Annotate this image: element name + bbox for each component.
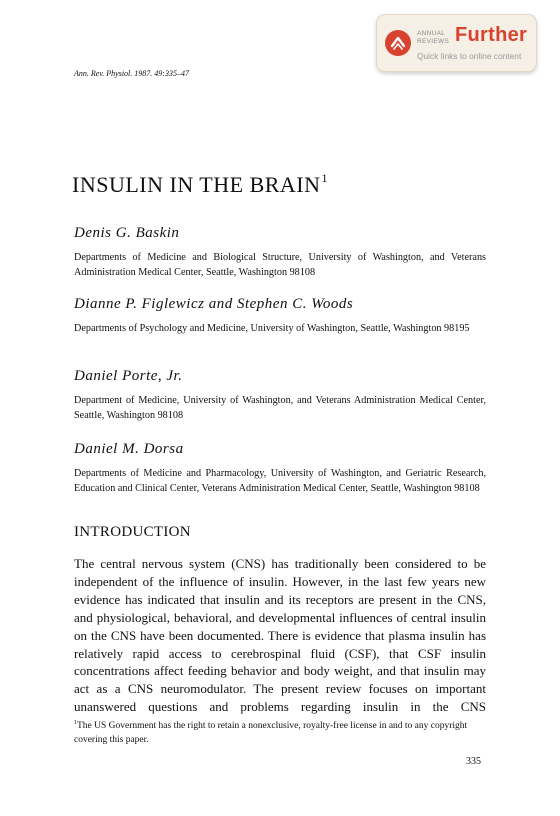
author-name: Denis G. Baskin	[74, 225, 180, 241]
journal-citation: Ann. Rev. Physiol. 1987. 49:335–47	[74, 69, 189, 78]
badge-further-label: Further	[455, 24, 528, 46]
title-footnote-mark[interactable]: 1	[321, 171, 329, 185]
author-affiliation: Departments of Medicine and Biological Structure, University of Washington, and Veterans Administration Medical Center, Seattle, Washington 98108	[74, 252, 486, 278]
badge-annual-label: ANNUAL	[417, 30, 446, 37]
article-title-text: INSULIN IN THE BRAIN	[72, 172, 321, 197]
author-name: Daniel Porte, Jr.	[74, 368, 183, 384]
introduction-paragraph: The central nervous system (CNS) has traditionally been considered to be independent of the influence of insulin. However, in the last few years new evidence has indicated that insulin and its receptors are present in the CNS, and physiological, behavioral, and developmental influences of central insulin on the CNS have been documented. There is evidence that plasma insulin has relatively rapid access to cerebrospinal fluid (CSF), that CSF insulin concentrations affect feeding behavior and body weight, and that insulin may act as a CNS neuromodulator. The present review focuses on important unanswered questions and problems regarding insulin in the CNS	[74, 556, 486, 715]
author-affiliation: Department of Medicine, University of Washington, and Veterans Administration Medical Center, Seattle, Washington 98108	[74, 395, 486, 421]
annual-reviews-logo-icon	[385, 30, 411, 56]
footnote-mark: 1	[74, 720, 77, 726]
page-number: 335	[466, 756, 481, 767]
author-name: Dianne P. Figlewicz and Stephen C. Woods	[74, 296, 354, 312]
author-affiliation: Departments of Medicine and Pharmacology, University of Washington, and Geriatric Research, Education and Clinical Center, Veterans Administration Medical Center, Seattle, Washington 98108	[74, 468, 486, 494]
article-title	[72, 171, 328, 198]
author-affiliation: Departments of Psychology and Medicine, University of Washington, Seattle, Washington 98195	[74, 323, 470, 334]
badge-reviews-label: REVIEWS	[417, 37, 450, 45]
footnote-text: The US Government has the right to retain a nonexclusive, royalty-free license in and to any copyright covering this paper.	[74, 721, 468, 745]
section-heading: INTRODUCTION	[74, 524, 191, 540]
badge-subtitle: Quick links to online content	[417, 51, 522, 61]
footnote	[74, 716, 486, 747]
annual-reviews-further-badge[interactable]	[376, 14, 537, 72]
badge-annual-reviews-text	[417, 30, 449, 45]
author-name: Daniel M. Dorsa	[74, 441, 184, 457]
